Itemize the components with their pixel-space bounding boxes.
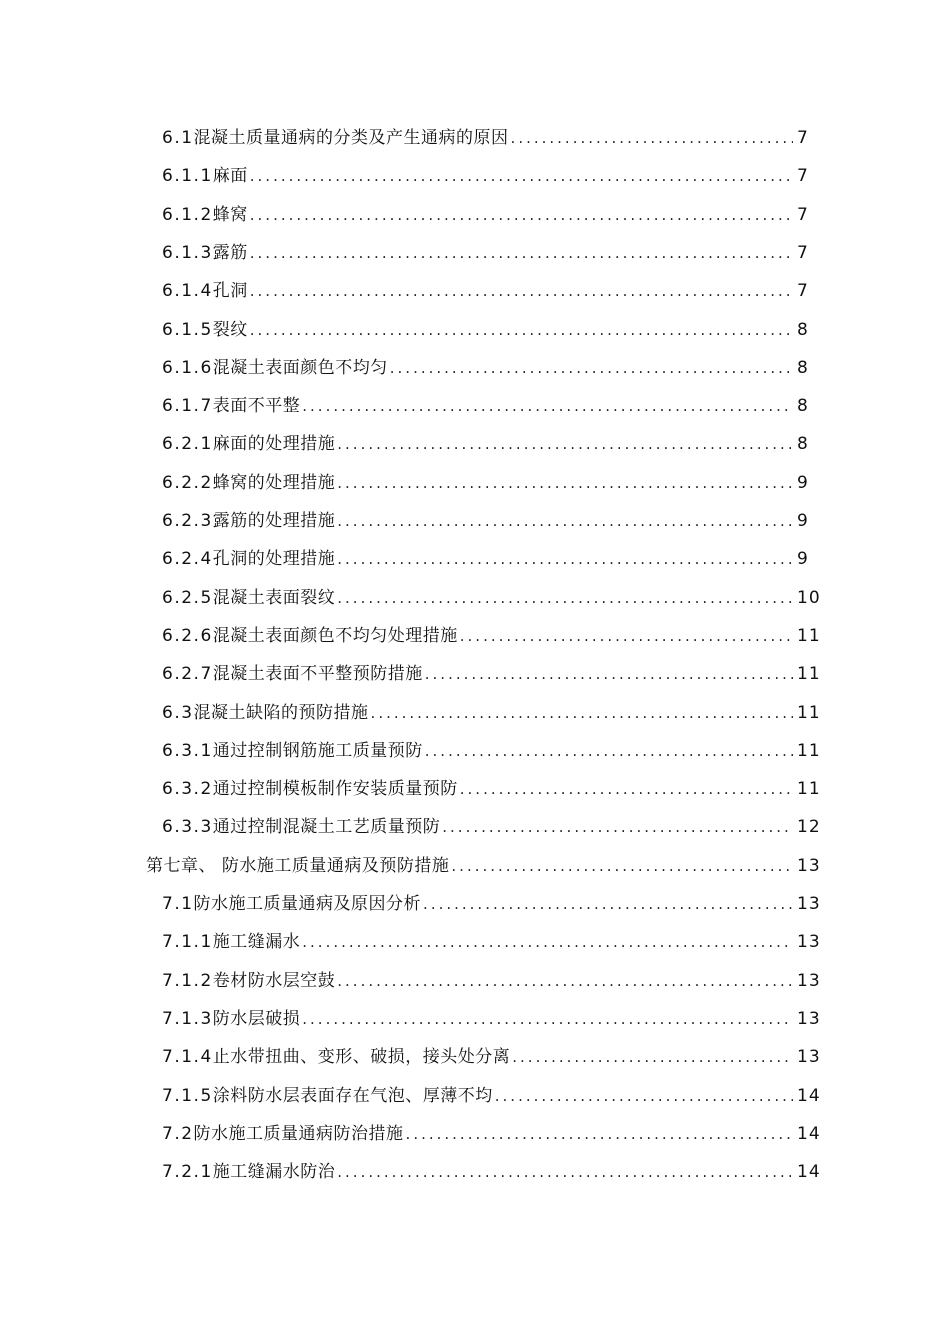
toc-entry-page-number: 11 <box>797 625 821 646</box>
toc-entry-title: 混凝土表面不平整预防措施 <box>212 664 423 685</box>
toc-leader-dots <box>250 234 793 272</box>
toc-entry[interactable] <box>0 119 950 157</box>
toc-entry-title: 裂纹 <box>212 319 248 340</box>
toc-leader-dots <box>406 1115 793 1153</box>
toc-leader-dots <box>250 157 793 195</box>
toc-entry-page-number: 14 <box>797 1123 821 1144</box>
toc-entry-number: 6.1.3 <box>162 242 213 263</box>
toc-entry-title: 蜂窝的处理措施 <box>212 472 336 493</box>
toc-entry-number: 6.2.3 <box>162 511 213 531</box>
toc-entry[interactable] <box>0 923 950 961</box>
toc-entry-number: 7.1.3 <box>162 1008 213 1029</box>
toc-entry[interactable] <box>0 1038 950 1076</box>
toc-entry[interactable] <box>0 962 950 1000</box>
toc-entry-number: 7.1 <box>162 894 194 914</box>
toc-entry-number: 6.1.6 <box>162 357 213 378</box>
toc-entry-title: 混凝土缺陷的预防措施 <box>193 702 369 723</box>
toc-entry-number: 6.2.4 <box>162 549 213 570</box>
toc-entry-page-number: 10 <box>797 587 821 608</box>
toc-entry-title: 露筋 <box>212 242 248 263</box>
toc-entry-page-number: 9 <box>797 472 809 493</box>
toc-entry-title: 施工缝漏水防治 <box>212 1162 336 1183</box>
toc-entry-number: 6.2.7 <box>162 664 213 685</box>
toc-leader-dots <box>425 655 793 693</box>
toc-entry-page-number: 7 <box>797 166 809 187</box>
toc-entry[interactable] <box>0 617 950 655</box>
toc-entry-title: 蜂窝 <box>212 204 248 225</box>
toc-entry-number: 6.1.7 <box>162 396 213 417</box>
toc-leader-dots <box>495 1077 793 1115</box>
toc-entry-page-number: 11 <box>797 702 821 723</box>
toc-entry-number: 7.1.1 <box>162 932 213 953</box>
toc-entry-title: 涂料防水层表面存在气泡、厚薄不均 <box>212 1085 493 1106</box>
toc-entry-title: 防水施工质量通病及原因分析 <box>193 894 422 914</box>
toc-entry-title: 混凝土表面颜色不均匀处理措施 <box>212 625 458 646</box>
toc-entry-title: 止水带扭曲、变形、破损，接头处分离 <box>212 1047 511 1068</box>
toc-leader-dots <box>451 847 793 885</box>
toc-entry[interactable] <box>0 1153 950 1191</box>
toc-leader-dots <box>512 1038 793 1076</box>
toc-entry-title: 防水层破损 <box>212 1008 301 1029</box>
toc-entry-title: 防水施工质量通病防治措施 <box>193 1123 404 1144</box>
toc-leader-dots <box>442 808 793 846</box>
toc-entry-number: 6.2.1 <box>162 434 213 455</box>
toc-entry-title: 麻面 <box>212 166 248 187</box>
toc-entry-page-number: 11 <box>797 779 821 800</box>
toc-leader-dots <box>423 885 793 923</box>
toc-leader-dots <box>460 617 793 655</box>
toc-leader-dots <box>390 349 793 387</box>
toc-entry-number: 6.2.5 <box>162 587 213 608</box>
toc-entry-title: 混凝土质量通病的分类及产生通病的原因 <box>193 128 509 148</box>
toc-leader-dots <box>337 540 793 578</box>
toc-leader-dots <box>302 387 793 425</box>
toc-entry-title: 通过控制钢筋施工质量预防 <box>212 740 423 761</box>
toc-entry[interactable] <box>0 1115 950 1153</box>
toc-entry-page-number: 8 <box>797 434 809 455</box>
toc-entry-page-number: 11 <box>797 740 821 761</box>
toc-entry-title: 通过控制模板制作安装质量预防 <box>212 779 458 800</box>
toc-entry-page-number: 8 <box>797 319 809 340</box>
toc-entry-number: 6.3.2 <box>162 779 213 800</box>
toc-entry-page-number: 13 <box>797 932 821 953</box>
toc-entry-number: 6.1.4 <box>162 281 213 302</box>
toc-entry-number: 6.3.1 <box>162 740 213 761</box>
toc-entry[interactable] <box>0 387 950 425</box>
toc-leader-dots <box>250 272 793 310</box>
toc-entry-number: 7.2.1 <box>162 1162 213 1183</box>
toc-entry-page-number: 7 <box>797 128 809 148</box>
toc-leader-dots <box>511 119 793 157</box>
toc-entry-page-number: 8 <box>797 357 809 378</box>
toc-entry-title: 施工缝漏水 <box>212 932 301 953</box>
toc-leader-dots <box>337 425 793 463</box>
toc-entry-title: 表面不平整 <box>212 396 301 417</box>
toc-entry[interactable] <box>0 579 950 617</box>
toc-entry-number: 7.1.5 <box>162 1085 213 1106</box>
toc-entry[interactable] <box>0 157 950 195</box>
toc-leader-dots <box>250 311 793 349</box>
toc-entry-page-number: 14 <box>797 1162 821 1183</box>
toc-entry[interactable] <box>0 808 950 846</box>
toc-leader-dots <box>460 770 793 808</box>
toc-entry[interactable] <box>0 234 950 272</box>
toc-entry[interactable] <box>0 885 950 923</box>
toc-entry-number: 7.1.4 <box>162 1047 213 1068</box>
toc-entry-number: 7.2 <box>162 1123 194 1144</box>
toc-entry[interactable] <box>0 272 950 310</box>
toc-entry-number: 6.3 <box>162 702 194 723</box>
toc-leader-dots <box>337 464 793 502</box>
toc-entry-number: 6.3.3 <box>162 817 213 838</box>
toc-entry-page-number: 13 <box>797 855 821 876</box>
toc-entry[interactable] <box>0 464 950 502</box>
toc-entry-page-number: 7 <box>797 242 809 263</box>
toc-entry-number: 6.1.2 <box>162 204 213 225</box>
toc-leader-dots <box>302 1000 793 1038</box>
toc-entry-page-number: 12 <box>797 817 821 838</box>
toc-entry[interactable] <box>0 502 950 540</box>
toc-entry-number: 6.2.2 <box>162 472 213 493</box>
toc-entry[interactable] <box>0 1000 950 1038</box>
toc-entry-title: 孔洞 <box>212 281 248 302</box>
toc-entry[interactable] <box>0 311 950 349</box>
toc-entry[interactable] <box>0 540 950 578</box>
toc-entry-page-number: 9 <box>797 549 809 570</box>
toc-entry-page-number: 13 <box>797 970 821 991</box>
toc-leader-dots <box>250 196 793 234</box>
toc-entry-number: 6.1.1 <box>162 166 213 187</box>
toc-leader-dots <box>425 732 793 770</box>
toc-entry-page-number: 13 <box>797 1008 821 1029</box>
toc-entry-page-number: 9 <box>797 511 809 531</box>
toc-entry-title: 露筋的处理措施 <box>212 511 336 531</box>
toc-entry-title: 孔洞的处理措施 <box>212 549 336 570</box>
toc-entry-page-number: 8 <box>797 396 809 417</box>
toc-entry[interactable] <box>0 694 950 732</box>
toc-entry-number: 7.1.2 <box>162 970 213 991</box>
toc-entry[interactable] <box>0 196 950 234</box>
toc-entry-page-number: 7 <box>797 281 809 302</box>
toc-entry-page-number: 14 <box>797 1085 821 1106</box>
toc-entry[interactable] <box>0 847 950 885</box>
toc-entry[interactable] <box>0 425 950 463</box>
toc-entry-title: 混凝土表面裂纹 <box>212 587 336 608</box>
toc-entry-number: 6.1.5 <box>162 319 213 340</box>
toc-entry-title: 卷材防水层空鼓 <box>212 970 336 991</box>
toc-entry-page-number: 11 <box>797 664 821 685</box>
toc-entry-title: 第七章、 防水施工质量通病及预防措施 <box>146 855 450 876</box>
toc-leader-dots <box>337 1153 793 1191</box>
toc-entry[interactable] <box>0 655 950 693</box>
toc-entry-title: 通过控制混凝土工艺质量预防 <box>212 817 441 838</box>
toc-leader-dots <box>371 694 793 732</box>
toc-leader-dots <box>302 923 793 961</box>
toc-entry-number: 6.2.6 <box>162 625 213 646</box>
toc-entry-page-number: 13 <box>797 894 821 914</box>
toc-leader-dots <box>337 502 793 540</box>
toc-leader-dots <box>337 962 793 1000</box>
toc-entry-title: 麻面的处理措施 <box>212 434 336 455</box>
toc-entry-page-number: 13 <box>797 1047 821 1068</box>
toc-entry[interactable] <box>0 1077 950 1115</box>
toc-entry-page-number: 7 <box>797 204 809 225</box>
toc-entry[interactable] <box>0 732 950 770</box>
toc-entry-number: 6.1 <box>162 128 194 148</box>
toc-entry[interactable] <box>0 349 950 387</box>
toc-entry[interactable] <box>0 770 950 808</box>
toc-entry-title: 混凝土表面颜色不均匀 <box>212 357 388 378</box>
toc-leader-dots <box>337 579 793 617</box>
